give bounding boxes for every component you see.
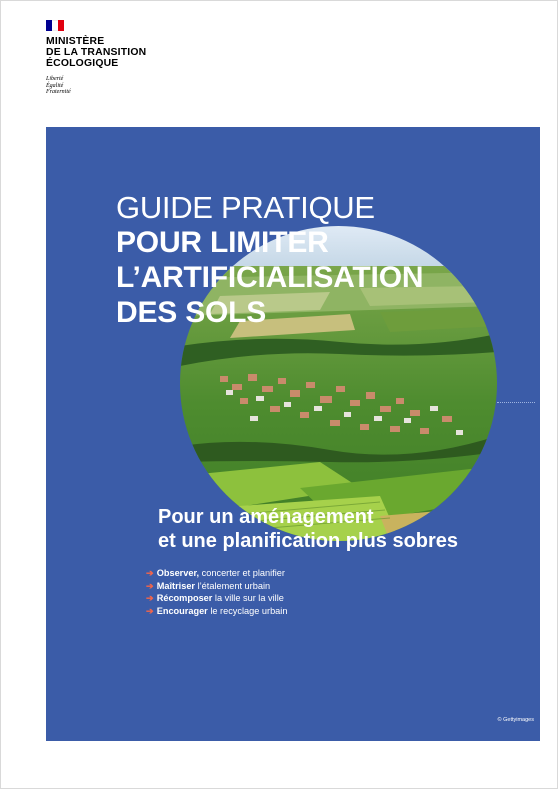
- bullet-text: l’étalement urbain: [195, 580, 271, 591]
- photo-credit: © Gettyimages: [497, 717, 534, 723]
- objectives-list: [146, 567, 287, 617]
- subtitle-line-1: Pour un aménagement: [158, 506, 374, 528]
- motto-fraternite: Fraternité: [46, 89, 71, 95]
- arrow-right-icon: ➔: [146, 593, 154, 603]
- cover-subtitle: [158, 505, 458, 553]
- bullet-text: le recyclage urbain: [207, 605, 288, 616]
- subtitle-line-2: et une planification plus sobres: [158, 530, 459, 552]
- ministry-logo: [46, 20, 146, 96]
- list-item: [146, 580, 287, 593]
- cover-panel: [46, 127, 540, 741]
- title-guide-pratique: GUIDE PRATIQUE: [116, 190, 375, 225]
- ministry-name-line-3: ÉCOLOGIQUE: [46, 58, 119, 69]
- french-flag-icon: [46, 20, 64, 31]
- bullet-verb: Encourager: [156, 605, 208, 616]
- bullet-verb: Maîtriser: [156, 580, 196, 591]
- decorative-dotted-line: [497, 402, 535, 403]
- arrow-right-icon: ➔: [146, 580, 154, 591]
- bullet-verb: Observer,: [156, 568, 200, 578]
- bullet-text: concerter et planifier: [199, 568, 285, 578]
- arrow-right-icon: ➔: [146, 568, 154, 578]
- bullet-verb: Récomposer: [156, 593, 213, 603]
- title-line-1: POUR LIMITER: [116, 226, 329, 259]
- motto-egalite: Égalité: [46, 82, 64, 89]
- cover-title: [116, 225, 423, 330]
- ministry-name-line-1: MINISTÈRE: [46, 36, 105, 47]
- ministry-name-line-2: DE LA TRANSITION: [46, 47, 147, 58]
- list-item: [146, 567, 287, 580]
- bullet-text: la ville sur la ville: [212, 593, 284, 603]
- list-item: [146, 605, 287, 618]
- title-line-2: L’ARTIFICIALISATION: [116, 261, 424, 294]
- title-line-3: DES SOLS: [116, 296, 267, 329]
- arrow-right-icon: ➔: [146, 605, 154, 616]
- motto-liberte: Liberté: [46, 76, 64, 82]
- republic-motto: [46, 76, 146, 96]
- list-item: [146, 592, 287, 605]
